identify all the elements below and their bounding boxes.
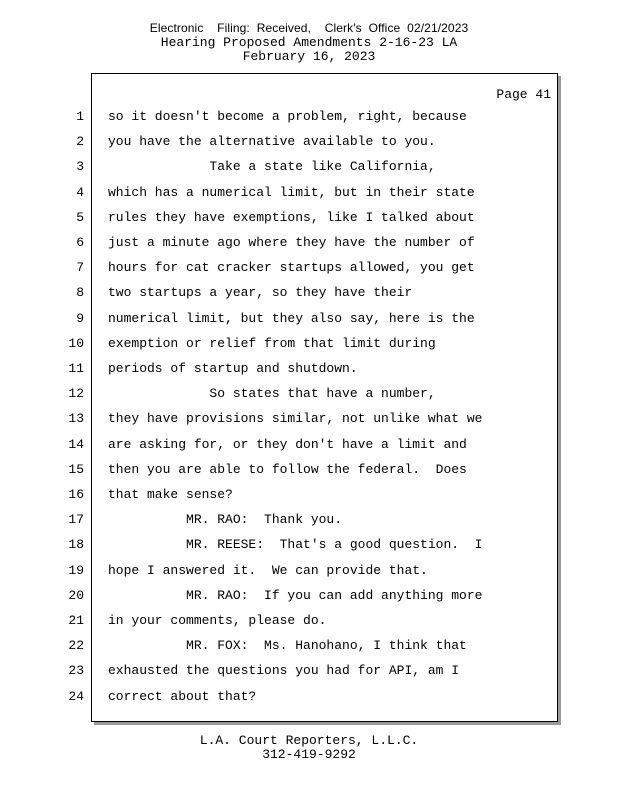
line-number: 3	[76, 159, 84, 175]
line-number: 5	[76, 209, 84, 225]
line-text: just a minute ago where they have the number of	[108, 235, 475, 250]
line-text: MR. FOX: Ms. Hanohano, I think that	[108, 638, 467, 654]
line-number: 20	[68, 587, 84, 603]
line-number: 22	[68, 638, 84, 654]
line-number: 9	[76, 310, 84, 326]
line-text: you have the alternative available to you.	[108, 134, 436, 150]
line-number: 6	[76, 235, 84, 250]
line-text: exemption or relief from that limit during	[108, 335, 436, 351]
line-text: which has a numerical limit, but in their state	[108, 184, 475, 200]
hearing-title: Hearing Proposed Amendments 2-16-23 LA	[160, 35, 458, 50]
line-number: 14	[68, 436, 84, 452]
reporter-phone: 312-419-9292	[262, 747, 356, 762]
line-text: MR. RAO: If you can add anything more	[108, 587, 483, 603]
line-number: 4	[76, 184, 84, 200]
line-text: Take a state like California,	[108, 159, 436, 175]
line-text: exhausted the questions you had for API, am I	[108, 663, 460, 679]
line-text: So states that have a number,	[108, 386, 436, 402]
line-text: MR. REESE: That's a good question. I	[108, 537, 483, 553]
line-number: 11	[68, 361, 84, 376]
line-text: then you are able to follow the federal. Does	[108, 461, 467, 477]
line-number: 10	[68, 335, 84, 351]
line-text: so it doesn't become a problem, right, because	[108, 109, 467, 124]
line-number: 18	[68, 537, 84, 553]
line-number: 16	[68, 487, 84, 502]
line-number: 12	[68, 386, 84, 402]
line-number: 15	[68, 461, 84, 477]
line-text: correct about that?	[108, 688, 257, 704]
line-number: 2	[76, 134, 84, 150]
line-number: 7	[76, 260, 84, 276]
page-number: Page 41	[496, 87, 551, 102]
line-text: numerical limit, but they also say, here is the	[108, 310, 475, 326]
line-number: 19	[68, 562, 84, 578]
line-number: 1	[76, 109, 84, 124]
line-number: 24	[68, 688, 84, 704]
line-text: in your comments, please do.	[108, 613, 327, 628]
line-text: two startups a year, so they have their	[108, 285, 413, 301]
line-text: MR. RAO: Thank you.	[108, 512, 343, 528]
line-number: 17	[68, 512, 84, 528]
hearing-date: February 16, 2023	[242, 49, 376, 64]
line-number: 8	[76, 285, 84, 301]
line-text: they have provisions similar, not unlike what we	[108, 411, 483, 427]
filing-stamp: Electronic Filing: Received, Clerk's Office 02/21/2023	[149, 21, 469, 35]
line-text: are asking for, or they don't have a limit and	[108, 436, 467, 452]
line-number: 21	[68, 613, 84, 628]
line-text: hours for cat cracker startups allowed, you get	[108, 260, 475, 276]
line-number: 13	[68, 411, 84, 427]
line-text: hope I answered it. We can provide that.	[108, 562, 428, 578]
line-number: 23	[68, 663, 84, 679]
line-text: periods of startup and shutdown.	[108, 361, 358, 376]
line-text: rules they have exemptions, like I talked about	[108, 209, 475, 225]
reporter-company: L.A. Court Reporters, L.L.C.	[199, 733, 419, 748]
line-text: that make sense?	[108, 487, 233, 502]
